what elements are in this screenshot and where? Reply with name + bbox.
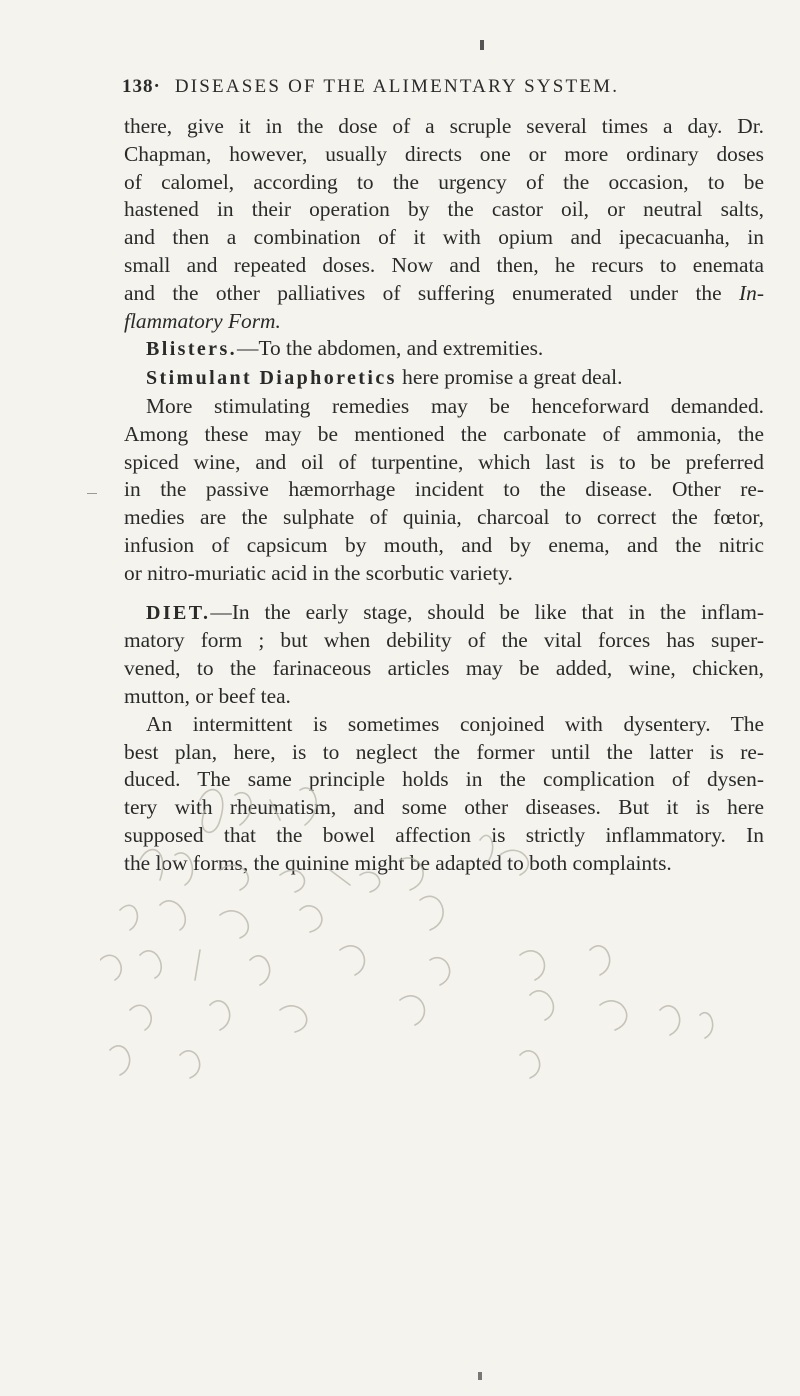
text-fragment: and the other palliatives of suffering enumerated under the bbox=[124, 280, 740, 305]
text-line: medies are the sulphate of quinia, charcoal to correct the fœtor, bbox=[124, 505, 764, 530]
running-header bbox=[122, 76, 682, 98]
section-diet bbox=[124, 599, 764, 628]
section-stimulant bbox=[124, 364, 764, 393]
print-mark bbox=[480, 40, 484, 50]
text-line: Among these may be mentioned the carbonate of ammonia, the bbox=[124, 421, 764, 446]
italic-term: flammatory Form. bbox=[124, 308, 281, 333]
text-line: Chapman, however, usually directs one or more ordinary doses bbox=[124, 141, 764, 166]
section-text: —To the abdomen, and extremities. bbox=[237, 336, 544, 361]
text-line: duced. The same principle holds in the complication of dysen- bbox=[124, 767, 764, 792]
text-line: tery with rheumatism, and some other diseases. But it is here bbox=[124, 795, 764, 820]
section-text: here promise a great deal. bbox=[396, 365, 623, 390]
print-mark bbox=[478, 1372, 482, 1380]
faded-handwritten-inscription bbox=[100, 780, 800, 1250]
text-line: More stimulating remedies may be henceforward demanded. bbox=[146, 393, 764, 418]
text-line: and then a combination of it with opium and ipecacuanha, in bbox=[124, 225, 764, 250]
text-line: hastened in their operation by the castor oil, or neutral salts, bbox=[124, 197, 764, 222]
text-line: best plan, here, is to neglect the former until the latter is re- bbox=[124, 739, 764, 764]
text-line bbox=[124, 280, 764, 308]
running-title: DISEASES OF THE ALIMENTARY SYSTEM. bbox=[174, 76, 620, 97]
text-line: vened, to the farinaceous articles may be added, wine, chicken, bbox=[124, 656, 764, 681]
text-line: mutton, or beef tea. bbox=[124, 683, 291, 708]
paragraph-gap bbox=[124, 588, 764, 599]
text-line: or nitro-muriatic acid in the scorbutic variety. bbox=[124, 560, 513, 585]
section-text: —In the early stage, should be like that in the inflam- bbox=[210, 599, 764, 624]
text-line: matory form ; but when debility of the vital forces has super- bbox=[124, 628, 764, 653]
text-line: small and repeated doses. Now and then, he recurs to enemata bbox=[124, 252, 764, 277]
text-line: in the passive hæmorrhage incident to the disease. Other re- bbox=[124, 477, 764, 502]
italic-term: In- bbox=[739, 280, 764, 305]
section-heading: Stimulant Diaphoretics bbox=[146, 367, 397, 390]
text-line: infusion of capsicum by mouth, and by enema, and the nitric bbox=[124, 532, 764, 557]
body-text bbox=[124, 113, 764, 878]
text-line: spiced wine, and oil of turpentine, which last is to be preferred bbox=[124, 449, 764, 474]
text-line: supposed that the bowel affection is strictly inflammatory. In bbox=[124, 822, 764, 847]
margin-mark bbox=[87, 493, 97, 494]
text-line: the low forms, the quinine might be adapted to both complaints. bbox=[124, 850, 672, 875]
section-blisters bbox=[124, 335, 764, 364]
text-line: there, give it in the dose of a scruple several times a day. Dr. bbox=[124, 114, 764, 138]
text-line: An intermittent is sometimes conjoined with dysentery. The bbox=[146, 711, 764, 736]
section-heading: DIET. bbox=[146, 601, 211, 624]
text-line: of calomel, according to the urgency of the occasion, to be bbox=[124, 169, 764, 194]
section-heading: Blisters. bbox=[146, 338, 238, 361]
page-number: 138· bbox=[122, 76, 161, 97]
